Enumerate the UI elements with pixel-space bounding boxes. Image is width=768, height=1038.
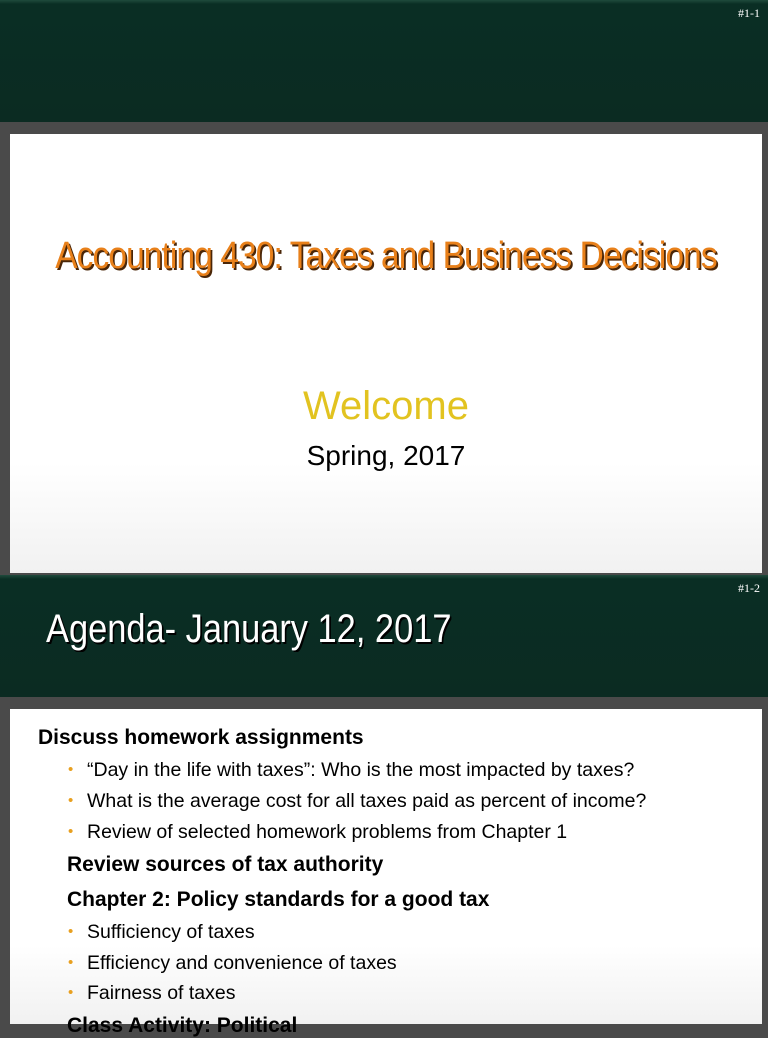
slide-1-header-band <box>0 0 768 122</box>
agenda-bullet-text: Fairness of taxes <box>87 982 236 1004</box>
agenda-bullet-text: What is the average cost for all taxes paid as percent of income? <box>87 790 647 812</box>
bullet-icon: • <box>68 823 74 840</box>
slide-2-number: #1-2 <box>738 581 760 595</box>
agenda-bullet <box>68 821 568 844</box>
bullet-icon: • <box>68 761 74 778</box>
bullet-icon: • <box>68 954 74 971</box>
slide-2-header-band <box>0 575 768 697</box>
slide-1-title: Accounting 430: Taxes and Business Decisions <box>55 235 717 277</box>
term-text: Spring, 2017 <box>306 440 466 471</box>
bullet-icon: • <box>68 792 74 809</box>
agenda-bullet-text: Efficiency and convenience of taxes <box>87 952 397 974</box>
slide-2 <box>0 575 768 1037</box>
agenda-heading: Discuss homework assignments <box>38 726 364 749</box>
agenda-heading: Chapter 2: Policy standards for a good tax <box>67 888 490 911</box>
bullet-icon: • <box>68 984 74 1001</box>
agenda-bullet-text: Review of selected homework problems from Chapter 1 <box>87 821 568 843</box>
agenda-bullet-text: Sufficiency of taxes <box>87 921 255 943</box>
agenda-bullet <box>68 952 397 975</box>
agenda-bullet <box>68 982 236 1005</box>
welcome-text: Welcome <box>303 384 469 428</box>
agenda-heading: Review sources of tax authority <box>67 853 384 876</box>
agenda-bullet <box>68 921 255 944</box>
agenda-title: Agenda- January 12, 2017 <box>46 607 452 651</box>
agenda-bullet <box>68 759 635 782</box>
slide-1-number: #1-1 <box>738 6 760 20</box>
slide-1-content <box>10 134 762 573</box>
bullet-icon: • <box>68 923 74 940</box>
slide-2-content <box>10 709 762 1037</box>
agenda-bullet-text: “Day in the life with taxes”: Who is the most impacted by taxes? <box>87 759 635 781</box>
agenda-heading: Class Activity: Political <box>67 1014 298 1037</box>
agenda-bullet <box>68 790 647 813</box>
